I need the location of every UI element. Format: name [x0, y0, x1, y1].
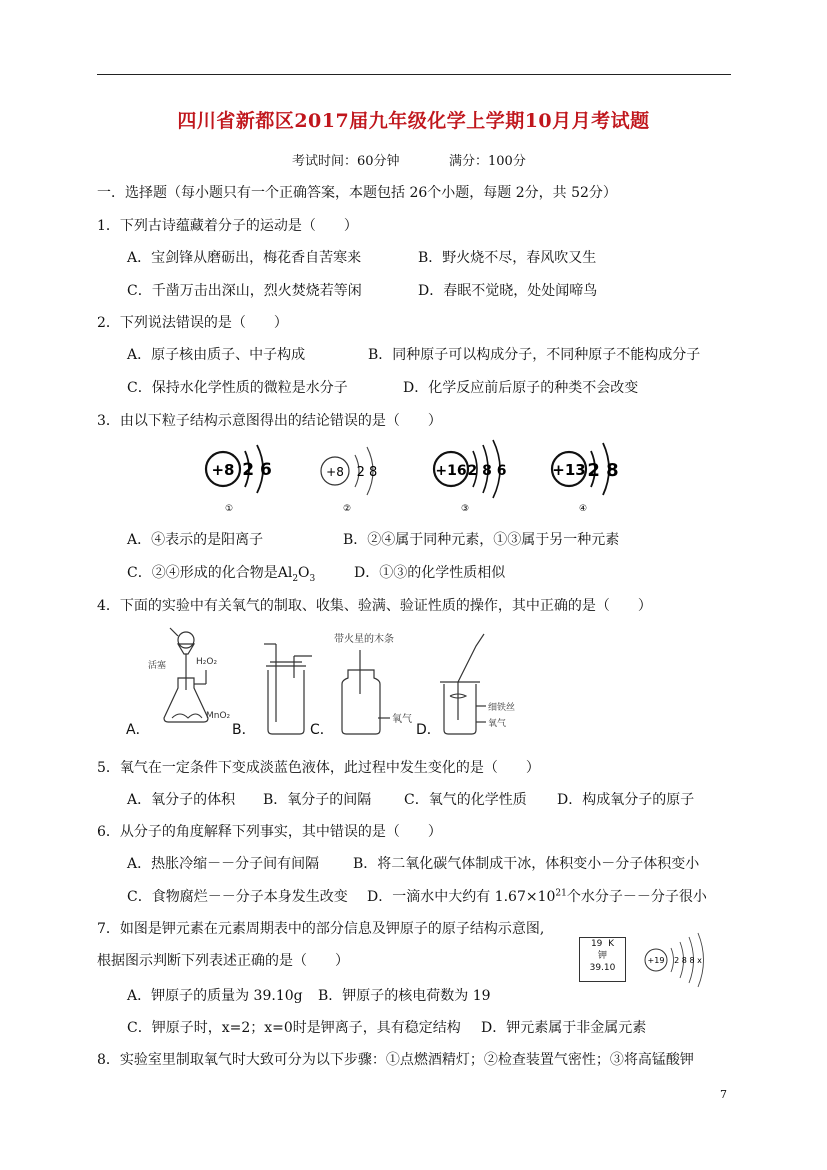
- q7-option-d: D．钾元素属于非金属元素: [481, 1020, 647, 1036]
- question-7-stem-1: 7．如图是钾元素在元素周期表中的部分信息及钾原子的原子结构示意图,: [97, 921, 545, 937]
- question-6-stem: 6．从分子的角度解释下列事实，其中错误的是（ ）: [97, 824, 442, 840]
- q7-option-c: C．钾原子时，x=2；x=0时是钾离子，具有稳定结构: [127, 1020, 461, 1036]
- q5-option-d: D．构成氧分子的原子: [557, 792, 695, 808]
- q5-option-c: C．氧气的化学性质: [404, 792, 527, 808]
- shell-electrons: 2 8: [356, 465, 378, 480]
- q2-option-a: A．原子核由质子、中子构成: [127, 347, 306, 363]
- q3-option-c: C．②④形成的化合物是$Al_2O_3$: [127, 565, 316, 584]
- diagram-label: ③: [460, 504, 470, 514]
- element-symbol: K: [608, 939, 615, 949]
- apparatus-a: [164, 628, 208, 722]
- atom-diagram-4: [552, 443, 619, 514]
- nucleus-label: +8: [326, 465, 344, 479]
- periodic-table-cell: [579, 937, 626, 982]
- exam-time: 考试时间：60分钟: [292, 154, 400, 169]
- svg-text:D．: D．: [416, 722, 441, 738]
- q6-option-d: D．一滴水中大约有 $1.67\times 10^{21}$个水分子－－分子很小: [367, 888, 707, 905]
- diagram-label: ④: [578, 504, 588, 514]
- svg-text:活塞: 活塞: [148, 661, 167, 671]
- nucleus-label: +19: [647, 956, 665, 965]
- header-rule: [97, 74, 731, 75]
- q1-option-c: C．千凿万击出深山，烈火焚烧若等闲: [127, 283, 362, 299]
- diagram-label: ②: [342, 504, 352, 514]
- question-3-stem: 3．由以下粒子结构示意图得出的结论错误的是（ ）: [97, 413, 442, 429]
- q2-option-b: B．同种原子可以构成分子，不同种原子不能构成分子: [368, 347, 701, 363]
- svg-text:A．: A．: [126, 722, 150, 738]
- question-1-stem: 1．下列古诗蕴藏着分子的运动是（ ）: [97, 218, 358, 234]
- element-name: 钾: [597, 951, 607, 961]
- svg-text:细铁丝: 细铁丝: [488, 703, 516, 713]
- nucleus-label: +8: [211, 461, 235, 479]
- shell-electrons: 2 8 6: [467, 463, 507, 479]
- page-title: 四川省新都区2017届九年级化学上学期10月月考试题: [177, 110, 650, 132]
- q1-option-a: A．宝剑锋从磨砺出，梅花香自苦寒来: [127, 250, 362, 266]
- nucleus-label: +16: [435, 463, 467, 479]
- apparatus-c: [342, 650, 390, 734]
- nucleus-label: +13: [552, 461, 586, 479]
- svg-text:氧气: 氧气: [392, 714, 412, 725]
- atom-diagram-2: [321, 447, 377, 514]
- shell-electrons: 2 8 8 x: [674, 956, 702, 965]
- q3-option-b: B．②④属于同种元素，①③属于另一种元素: [343, 532, 620, 548]
- q7-option-b: B．钾原子的核电荷数为 19: [318, 988, 491, 1004]
- q3-atom-diagrams: [195, 437, 635, 517]
- q6-option-c: C．食物腐烂－－分子本身发生改变: [127, 889, 348, 905]
- svg-text:氧气: 氧气: [488, 719, 507, 729]
- q5-option-a: A．氧分子的体积: [127, 792, 236, 808]
- q2-option-d: D．化学反应前后原子的种类不会改变: [403, 380, 639, 396]
- svg-text:MnO₂: MnO₂: [206, 711, 231, 721]
- q3-option-d: D．①③的化学性质相似: [354, 565, 506, 581]
- q6-option-a: A．热胀冷缩－－分子间有间隔: [127, 856, 320, 872]
- section-heading: 一．选择题（每小题只有一个正确答案，本题包括 26个小题，每题 2分，共 52分）: [97, 185, 617, 201]
- atom-diagram-1: [206, 445, 272, 514]
- diagram-label: ①: [224, 504, 234, 514]
- apparatus-b: [264, 644, 312, 734]
- question-2-stem: 2．下列说法错误的是（ ）: [97, 315, 288, 331]
- question-4-stem: 4．下面的实验中有关氧气的制取、收集、验满、验证性质的操作，其中正确的是（ ）: [97, 598, 652, 614]
- q6-option-b: B．将二氧化碳气体制成干冰，体积变小－分子体积变小: [353, 856, 700, 872]
- q2-option-c: C．保持水化学性质的微粒是水分子: [127, 380, 348, 396]
- apparatus-d: [440, 634, 486, 734]
- full-score: 满分：100分: [449, 154, 526, 169]
- svg-text:C．: C．: [310, 722, 334, 738]
- svg-text:B．: B．: [232, 722, 256, 738]
- atom-diagram-3: [434, 440, 506, 514]
- question-5-stem: 5．氧气在一定条件下变成淡蓝色液体，此过程中发生变化的是（ ）: [97, 760, 540, 776]
- question-7-stem-2: 根据图示判断下列表述正确的是（ ）: [97, 953, 349, 969]
- question-8-stem: 8．实验室里制取氧气时大致可分为以下步骤：①点燃酒精灯；②检查装置气密性；③将高锰酸钾: [97, 1052, 694, 1068]
- shell-electrons: 2 6: [242, 460, 272, 480]
- potassium-atom-diagram: [640, 930, 720, 990]
- atomic-number: 19: [590, 939, 603, 949]
- q7-option-a: A．钾原子的质量为 39.10g: [127, 988, 303, 1004]
- svg-text:带火星的木条: 带火星的木条: [334, 634, 394, 645]
- q1-option-b: B．野火烧不尽，春风吹又生: [418, 250, 597, 266]
- q3-option-a: A．④表示的是阳离子: [127, 532, 264, 548]
- page-number: 7: [720, 1088, 727, 1101]
- q1-option-d: D．春眠不觉晓，处处闻啼鸟: [418, 283, 598, 299]
- q5-option-b: B．氧分子的间隔: [263, 792, 372, 808]
- svg-text:H₂O₂: H₂O₂: [196, 657, 218, 667]
- shell-electrons: 2 8: [587, 460, 619, 481]
- q4-apparatus-figures: [120, 622, 540, 747]
- atomic-mass: 39.10: [589, 963, 616, 973]
